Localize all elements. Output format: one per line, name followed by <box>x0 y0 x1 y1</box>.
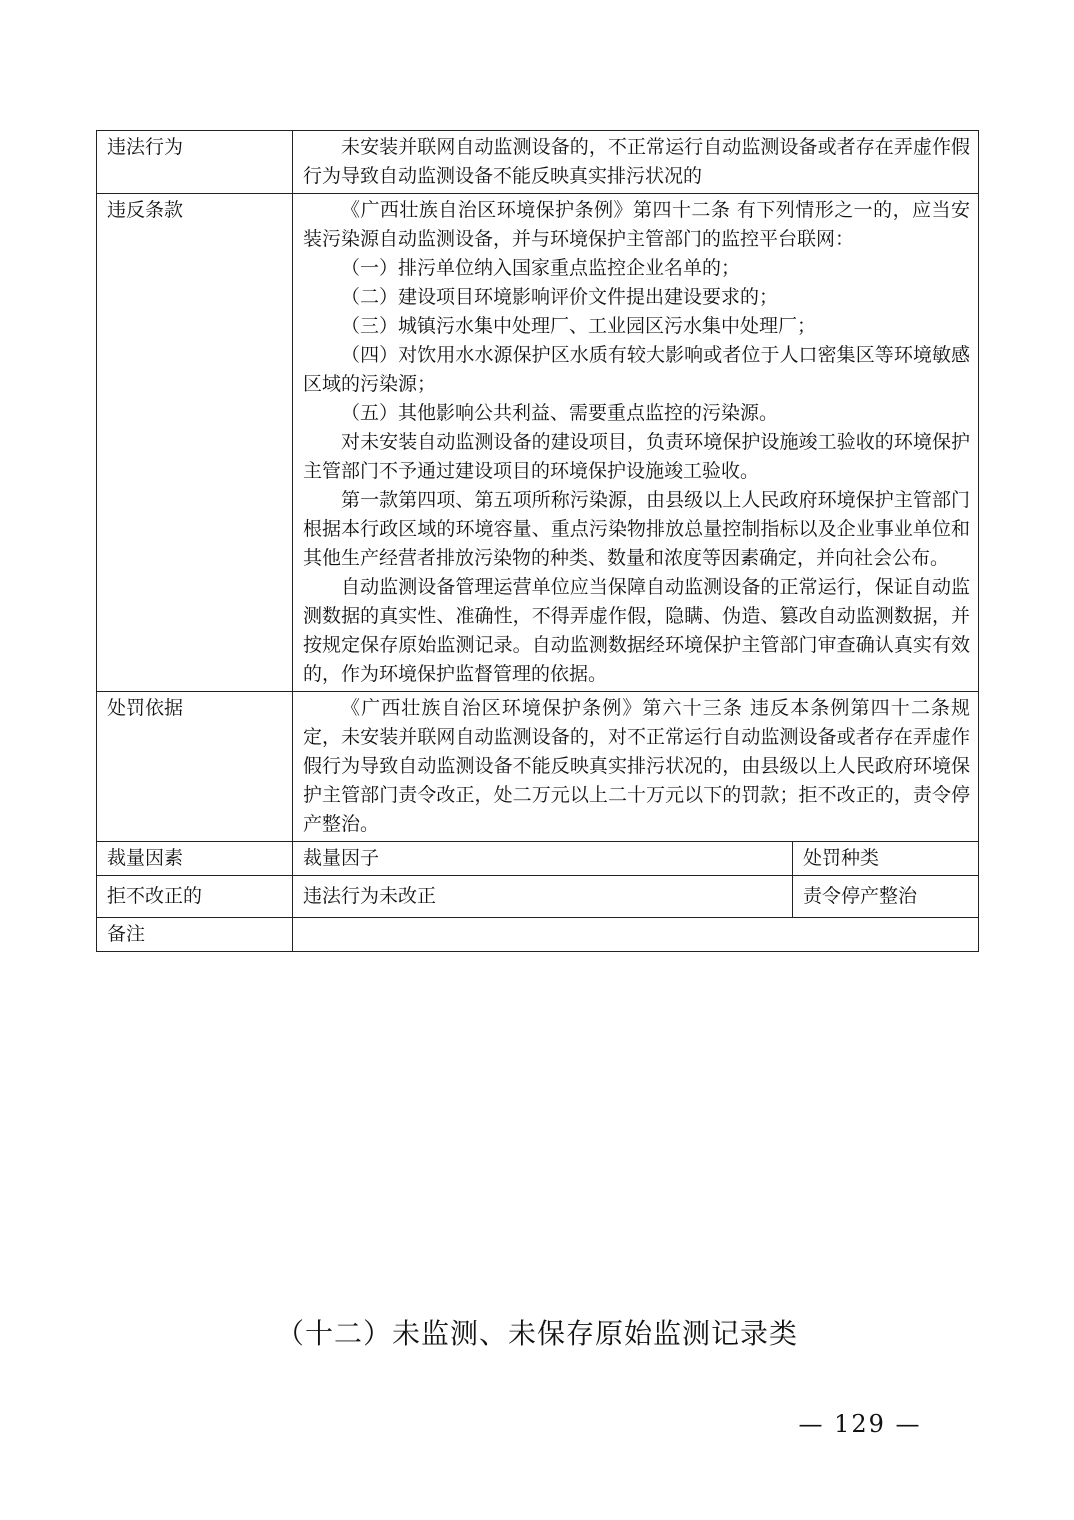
basis-text: 《广西壮族自治区环境保护条例》第六十三条 违反本条例第四十二条规定，未安装并联网自动监测设备的，对不正常运行自动监测设备或者存在弄虚作假行为导致自动监测设备不能反映真实排污状况的，由县级以上人民政府环境保护主管部门责令改正，处二万元以上二十万元以下的罚款；拒不改正的，责令停产整治。 <box>303 697 971 835</box>
discretion-subfactor-header: 裁量因子 <box>293 842 793 876</box>
clause-item: （二）建设项目环境影响评价文件提出建设要求的； <box>341 286 779 308</box>
clause-paragraph: 《广西壮族自治区环境保护条例》第四十二条 有下列情形之一的，应当安装污染源自动监测设备，并与环境保护主管部门的监控平台联网： <box>303 199 971 250</box>
basis-label: 处罚依据 <box>97 692 293 842</box>
penalty-type: 责令停产整治 <box>793 876 979 918</box>
clause-item: （五）其他影响公共利益、需要重点监控的污染源。 <box>341 402 779 424</box>
regulation-table <box>96 130 979 952</box>
clause-item: （三）城镇污水集中处理厂、工业园区污水集中处理厂； <box>341 315 817 337</box>
remarks-text <box>293 918 979 952</box>
penalty-type-header: 处罚种类 <box>793 842 979 876</box>
clause-paragraph: 自动监测设备管理运营单位应当保障自动监测设备的正常运行，保证自动监测数据的真实性、准确性，不得弄虚作假，隐瞒、伪造、篡改自动监测数据，并按规定保存原始监测记录。自动监测数据经环境保护主管部门审查确认真实有效的，作为环境保护监督管理的依据。 <box>303 576 971 685</box>
clause-label: 违反条款 <box>97 194 293 692</box>
violation-row <box>97 131 979 194</box>
clause-paragraph: 第一款第四项、第五项所称污染源，由县级以上人民政府环境保护主管部门根据本行政区域的环境容量、重点污染物排放总量控制指标以及企业事业单位和其他生产经营者排放污染物的种类、数量和浓度等因素确定，并向社会公布。 <box>303 489 971 569</box>
section-title: （十二）未监测、未保存原始监测记录类 <box>275 1317 798 1350</box>
discretion-header-row <box>97 842 979 876</box>
remarks-label: 备注 <box>97 918 293 952</box>
page-number: — 129 — <box>798 1410 922 1438</box>
violation-label: 违法行为 <box>97 131 293 194</box>
clause-item: （四）对饮用水水源保护区水质有较大影响或者位于人口密集区等环境敏感区域的污染源； <box>303 344 971 395</box>
discretion-subfactor: 违法行为未改正 <box>293 876 793 918</box>
discretion-row <box>97 876 979 918</box>
discretion-factor: 拒不改正的 <box>97 876 293 918</box>
clause-text-cell <box>293 194 979 692</box>
clause-row <box>97 194 979 692</box>
clause-paragraph: 对未安装自动监测设备的建设项目，负责环境保护设施竣工验收的环境保护主管部门不予通过建设项目的环境保护设施竣工验收。 <box>303 431 971 482</box>
remarks-row <box>97 918 979 952</box>
violation-text: 未安装并联网自动监测设备的，不正常运行自动监测设备或者存在弄虚作假行为导致自动监测设备不能反映真实排污状况的 <box>303 136 971 187</box>
violation-text-cell <box>293 131 979 194</box>
basis-row <box>97 692 979 842</box>
clause-item: （一）排污单位纳入国家重点监控企业名单的； <box>341 257 741 279</box>
discretion-factor-header: 裁量因素 <box>97 842 293 876</box>
basis-text-cell <box>293 692 979 842</box>
